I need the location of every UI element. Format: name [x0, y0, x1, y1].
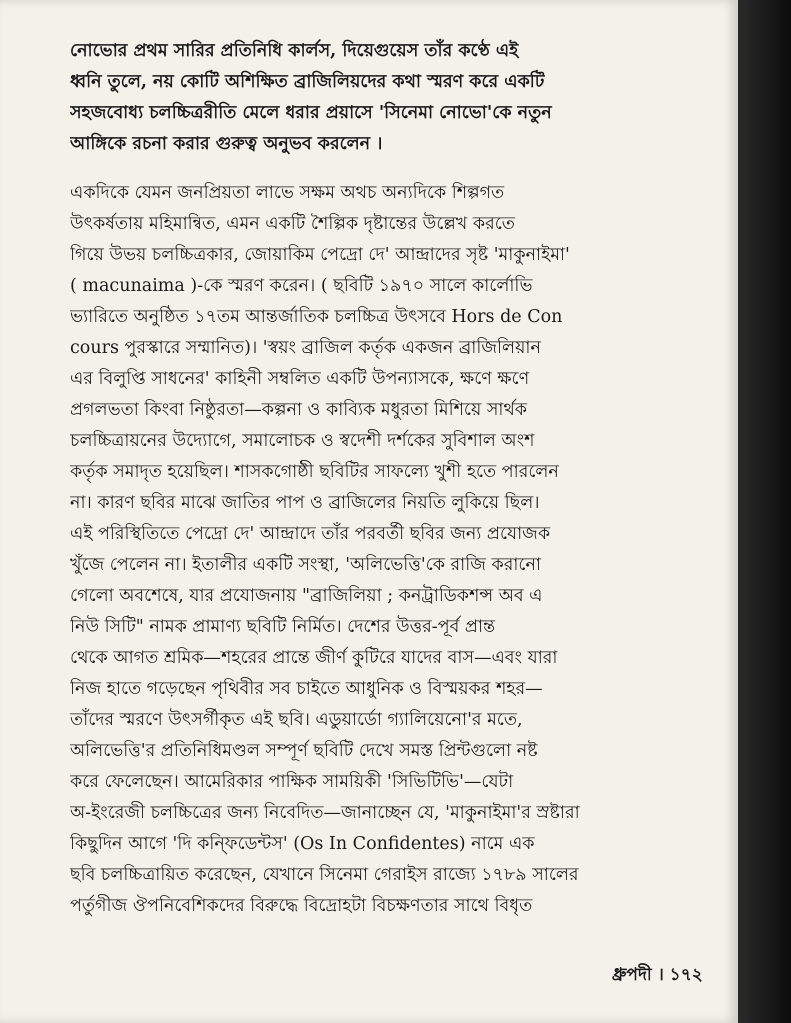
text-line: তাঁদের স্মরণে উৎসর্গীকৃত এই ছবি। এডুয়ার্ডো গ্যালিয়েনো'র মতে,	[70, 710, 523, 730]
text-line: উৎকর্ষতায় মহিমান্বিত, এমন একটি শৈল্পিক দৃষ্টান্তের উল্লেখ করতে	[70, 214, 515, 234]
text-line: cours পুরস্কারে সম্মানিত)। 'স্বয়ং ব্রাজিল কর্তৃক একজন ব্রাজিলিয়ান	[70, 338, 541, 358]
text-line: নিউ সিটি" নামক প্রামাণ্য ছবিটি নির্মিত। দেশের উত্তর-পূর্ব প্রান্ত	[70, 617, 496, 637]
text-line: গিয়ে উভয় চলচ্চিত্রকার, জোয়াকিম পেদ্রো দে' আন্দ্রাদের সৃষ্ট 'মাকুনাইমা'	[70, 245, 570, 265]
text-line: অলিভেত্তি'র প্রতিনিধিমণ্ডল সম্পূর্ণ ছবিটি দেখে সমস্ত প্রিন্টগুলো নষ্ট	[70, 741, 538, 761]
text-line: থেকে আগত শ্রমিক—শহরের প্রান্তে জীর্ণ কুটিরে যাদের বাস—এবং যারা	[70, 648, 558, 668]
text-line: পর্তুগীজ ঔপনিবেশিকদের বিরুদ্ধে বিদ্রোহটা বিচক্ষণতার সাথে বিধৃত	[70, 896, 533, 916]
paragraph-gap	[70, 160, 715, 178]
text-line: আঙ্গিকে রচনা করার গুরুত্ব অনুভব করলেন ।	[70, 134, 383, 154]
text-line: একদিকে যেমন জনপ্রিয়তা লাভে সক্ষম অথচ অন্যদিকে শিল্পগত	[70, 183, 505, 203]
paragraph-2	[70, 178, 715, 922]
paragraph-1	[70, 36, 715, 160]
text-line: করে ফেলেছেন। আমেরিকার পাক্ষিক সাময়িকী 'সিভিটিভি'—যেটা	[70, 772, 514, 792]
text-line: না। কারণ ছবির মাঝে জাতির পাপ ও ব্রাজিলের নিয়তি লুকিয়ে ছিল।	[70, 493, 540, 513]
text-line: নিজ হাতে গড়েছেন পৃথিবীর সব চাইতে আধুনিক ও বিস্ময়কর শহর—	[70, 679, 543, 699]
text-line: ভ্যারিতে অনুষ্ঠিত ১৭তম আন্তর্জাতিক চলচ্চিত্র উৎসবে Hors de Con	[70, 307, 563, 327]
page-footer: ধ্রুপদী । ১৭২	[612, 965, 703, 985]
book-spine-shadow	[738, 0, 791, 1023]
text-line: অ-ইংরেজী চলচ্চিত্রের জন্য নিবেদিত—জানাচ্ছেন যে, 'মাকুনাইমা'র স্রষ্টারা	[70, 803, 580, 823]
text-line: ( macunaima )-কে স্মরণ করেন। ( ছবিটি ১৯৭০ সালে কার্লোভি	[70, 276, 533, 296]
text-line: ধ্বনি তুলে, নয় কোটি অশিক্ষিত ব্রাজিলিয়দের কথা স্মরণ করে একটি	[70, 72, 545, 92]
text-line: প্রগলভতা কিংবা নিষ্ঠুরতা—কল্পনা ও কাব্যিক মধুরতা মিশিয়ে সার্থক	[70, 400, 528, 420]
text-line: খুঁজে পেলেন না। ইতালীর একটি সংস্থা, 'অলিভেত্তি'কে রাজি করানো	[70, 555, 541, 575]
text-line: নোভোর প্রথম সারির প্রতিনিধি কার্লস, দিয়েগুয়েস তাঁর কণ্ঠে এই	[70, 41, 519, 61]
text-line: এর বিলুপ্তি সাধনের' কাহিনী সম্বলিত একটি উপন্যাসকে, ক্ষণে ক্ষণে	[70, 369, 530, 389]
text-line: এই পরিস্থিতিতে পেদ্রো দে' আন্দ্রাদে তাঁর পরবর্তী ছবির জন্য প্রযোজক	[70, 524, 551, 544]
text-line: কিছুদিন আগে 'দি কন্ফিডেন্টস' (Os In Confidentes) নামে এক	[70, 834, 535, 854]
text-line: ছবি চলচ্চিত্রায়িত করেছেন, যেখানে সিনেমা গেরাইস রাজ্যে ১৭৮৯ সালের	[70, 865, 579, 885]
body-text	[70, 36, 715, 922]
text-line: সহজবোধ্য চলচ্চিত্ররীতি মেলে ধরার প্রয়াসে 'সিনেমা নোভো'কে নতুন	[70, 103, 552, 123]
text-line: গেলো অবশেষে, যার প্রযোজনায় "ব্রাজিলিয়া ; কনট্রাডিকশন্স অব এ	[70, 586, 543, 606]
text-line: কর্তৃক সমাদৃত হয়েছিল। শাসকগোষ্ঠী ছবিটির সাফল্যে খুশী হতে পারলেন	[70, 462, 559, 482]
text-line: চলচ্চিত্রায়নের উদ্যোগে, সমালোচক ও স্বদেশী দর্শকের সুবিশাল অংশ	[70, 431, 535, 451]
